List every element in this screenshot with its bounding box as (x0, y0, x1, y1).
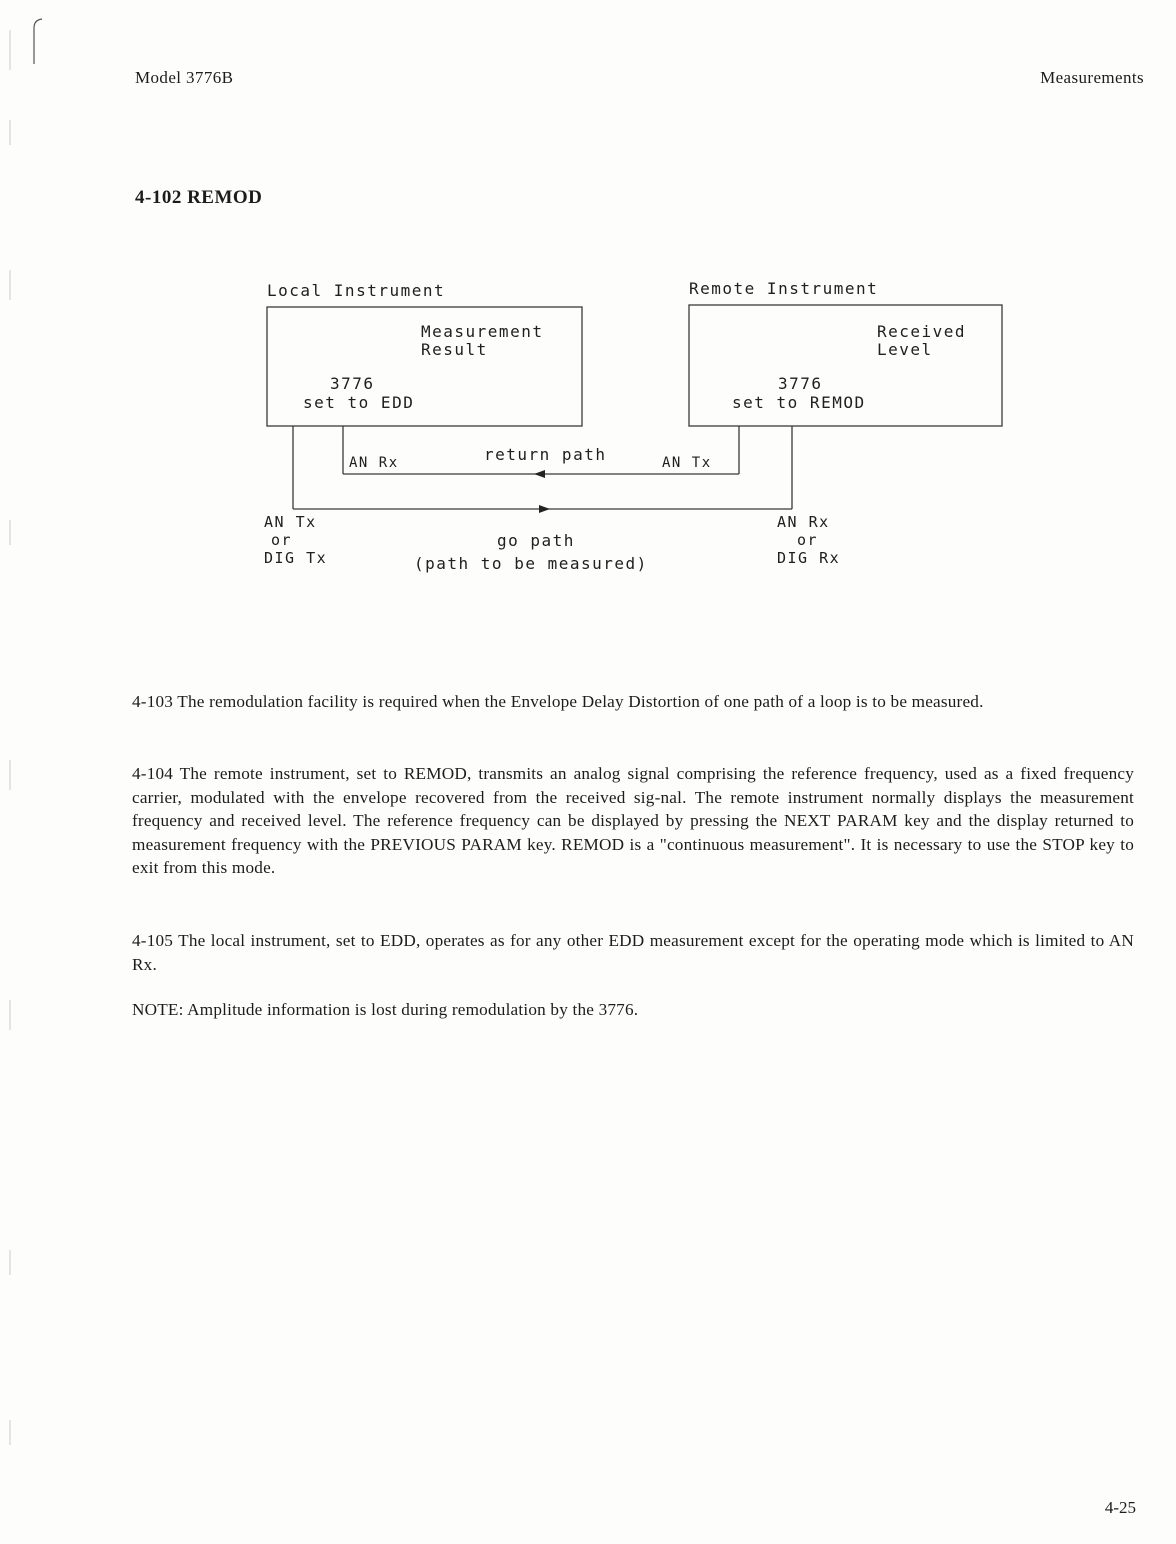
paragraph-4-103: 4-103 The remodulation facility is required when the Envelope Delay Distortion of one path of a loop is to be measured. (132, 692, 984, 711)
page-number: 4-25 (1104, 1498, 1136, 1517)
local-instrument-title: Local Instrument (267, 281, 446, 300)
section-title: 4-102 REMOD (135, 187, 263, 208)
paragraph-4-104: 4-104 The remote instrument, set to REMOD, transmits an analog signal comprising the reference frequency, used as a fixed frequency carrier, modulated with the envelope recovered from the received sig-nal. The remote instrument normally displays the measurement frequency and received level. The reference frequency can be displayed by pressing the NEXT PARAM key and the display returned to measurement frequency with the PREVIOUS PARAM key. REMOD is a "continuous measurement". It is necessary to use the STOP key to exit from this mode. (132, 764, 1134, 878)
local-result-line2: Result (421, 340, 488, 359)
note-paragraph: NOTE: Amplitude information is lost during remodulation by the 3776. (132, 1000, 639, 1019)
left-port-line1: AN Tx (264, 513, 317, 531)
remote-result-line2: Level (877, 340, 933, 359)
remote-result-line1: Received (877, 322, 967, 341)
go-path-label: go path (497, 531, 575, 550)
header-section: Measurements (1040, 68, 1144, 87)
right-port-line1: AN Rx (777, 513, 830, 531)
return-arrow-icon (534, 470, 545, 478)
remote-instrument-title: Remote Instrument (689, 279, 879, 298)
return-path-label: return path (484, 445, 607, 464)
left-port-line2: or (271, 531, 293, 549)
remote-model: 3776 (778, 374, 823, 393)
right-port-line2: or (797, 531, 819, 549)
local-model: 3776 (330, 374, 375, 393)
remod-block-diagram (0, 0, 1176, 620)
left-port-line3: DIG Tx (264, 549, 328, 567)
right-port-line3: DIG Rx (777, 549, 841, 567)
remote-setting: set to REMOD (732, 393, 866, 412)
go-path-sublabel: (path to be measured) (414, 554, 648, 573)
return-tx-label: AN Tx (662, 455, 712, 471)
paragraph-4-105: 4-105 The local instrument, set to EDD, operates as for any other EDD measurement except for the operating mode which is limited to AN Rx. (132, 931, 1134, 974)
go-arrow-icon (539, 505, 550, 513)
local-setting: set to EDD (303, 393, 415, 412)
local-result-line1: Measurement (421, 322, 544, 341)
return-rx-label: AN Rx (349, 455, 399, 471)
header-model: Model 3776B (135, 68, 234, 87)
